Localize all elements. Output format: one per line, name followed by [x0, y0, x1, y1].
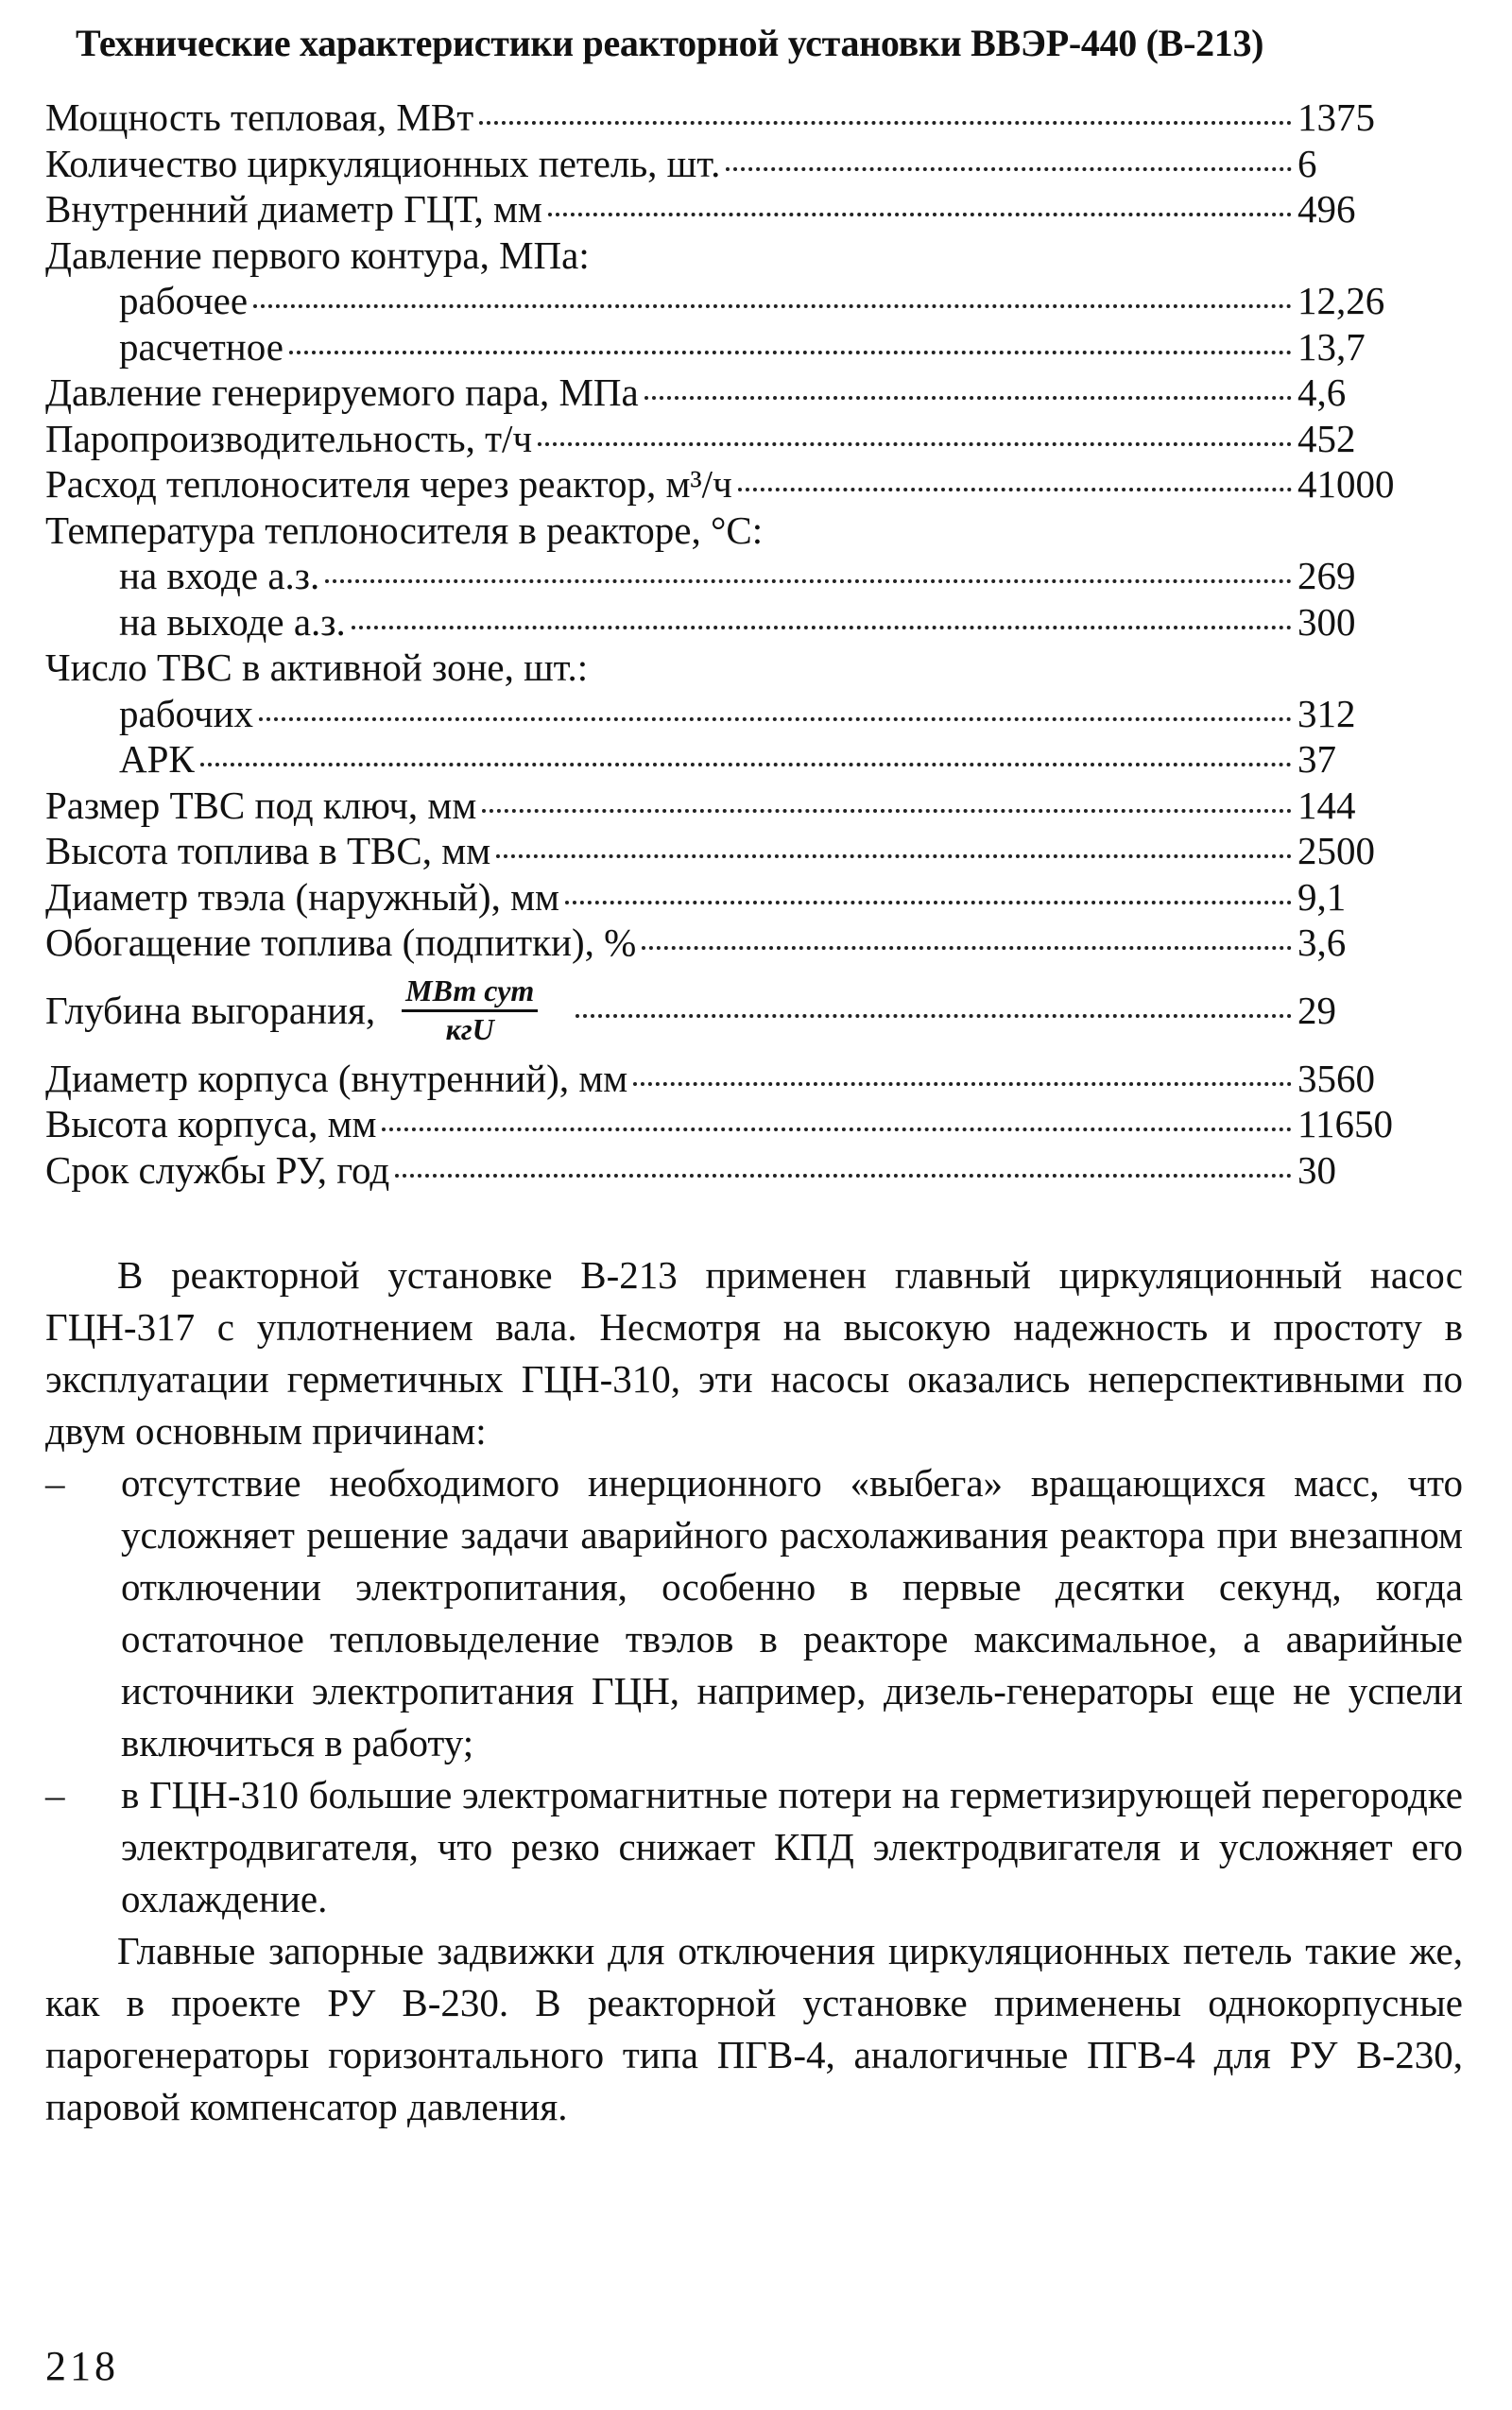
list-item-text: отсутствие необходимого инерционного «выбега» вращающихся масс, что усложняет решение задачи аварийного расхолаживания реактора при внезапном отключении электропитания, особенно в первые десятки секунд, когда остаточное тепловыделение твэлов в реакторе максимальное, а аварийные источники электропитания ГЦН, например, дизель-генераторы еще не успели включиться в работу; [121, 1461, 1463, 1764]
spec-value: 144 [1297, 783, 1356, 827]
spec-label: Размер ТВС под ключ, мм [45, 783, 477, 827]
spec-value: 6 [1297, 141, 1317, 185]
leader-dots [642, 946, 1292, 950]
list-item [45, 1457, 1463, 1769]
spec-label: на входе а.з. [119, 554, 320, 597]
spec-value: 9,1 [1297, 874, 1347, 919]
spec-value: 12,26 [1297, 279, 1385, 322]
page-number: 218 [45, 2343, 119, 2389]
leader-dots [738, 488, 1292, 491]
spec-label: АРК [119, 737, 195, 781]
spec-value: 300 [1297, 599, 1356, 644]
spec-row [45, 828, 1439, 874]
spec-label: рабочее [119, 279, 249, 322]
bullet-dash: – [45, 1773, 65, 1816]
spec-row [45, 1147, 1439, 1194]
spec-value: 1375 [1297, 95, 1375, 139]
spec-label: Число ТВС в активной зоне, шт.: [45, 646, 589, 689]
fraction-numerator: МВт сут [402, 975, 538, 1012]
spec-label: Давление генерируемого пара, МПа [45, 370, 639, 414]
spec-row-burnup [45, 966, 1439, 1056]
spec-value: 3,6 [1297, 921, 1347, 964]
spec-label: на выходе а.з. [119, 599, 346, 644]
spec-label: Температура теплоносителя в реакторе, °С: [45, 508, 764, 552]
list-item [45, 1769, 1463, 1925]
spec-value: 41000 [1297, 462, 1395, 506]
spec-group-heading [45, 232, 1439, 279]
body-text [45, 1249, 1463, 2133]
list-item-text: в ГЦН-310 большие электромагнитные потери на герметизирующей перегородке электродвигателя, что резко снижает КПД электродвигателя и усложняет его охлаждение. [121, 1773, 1463, 1920]
leader-dots [576, 1014, 1292, 1018]
spec-value: 312 [1297, 691, 1356, 735]
spec-row [45, 783, 1439, 829]
leader-dots [496, 854, 1292, 858]
spec-value: 2500 [1297, 829, 1375, 872]
leader-dots [200, 763, 1292, 766]
leader-dots [259, 717, 1292, 721]
spec-row [45, 874, 1439, 921]
spec-label: Срок службы РУ, год [45, 1147, 390, 1192]
spec-label: расчетное [119, 324, 284, 369]
spec-row [45, 736, 1439, 783]
paragraph: В реакторной установке В-213 применен главный циркуляционный насос ГЦН-317 с уплотнением вала. Несмотря на высокую надежность и простоту в эксплуатации герметичных ГЦН-310, эти насосы оказались неперспективными по двум основным причинам: [45, 1253, 1463, 1453]
spec-label: Высота топлива в ТВС, мм [45, 829, 491, 872]
spec-row [45, 278, 1439, 324]
spec-value: 269 [1297, 554, 1356, 597]
leader-dots [548, 213, 1292, 216]
spec-row [45, 186, 1439, 232]
spec-label: Мощность тепловая, МВт [45, 95, 474, 139]
spec-label [45, 975, 538, 1045]
spec-value: 13,7 [1297, 324, 1366, 369]
spec-list [45, 95, 1439, 1193]
spec-value: 37 [1297, 737, 1336, 781]
page-title: Технические характеристики реакторной установки ВВЭР-440 (В-213) [76, 22, 1264, 64]
spec-value: 452 [1297, 416, 1356, 460]
spec-label: Диаметр корпуса (внутренний), мм [45, 1056, 628, 1100]
spec-label: Паропроизводительность, т/ч [45, 416, 533, 460]
spec-label: Количество циркуляционных петель, шт. [45, 141, 721, 185]
paragraph: Главные запорные задвижки для отключения циркуляционных петель такие же, как в проекте РУ В-230. В реакторной установке применены однокорпусные парогенераторы горизонтального типа ПГВ-4, аналогичные ПГВ-4 для РУ В-230, паровой компенсатор давления. [45, 1929, 1463, 2128]
spec-label: Расход теплоносителя через реактор, м³/ч [45, 462, 732, 506]
spec-value: 496 [1297, 187, 1356, 231]
leader-dots [644, 396, 1292, 400]
spec-row [45, 920, 1439, 966]
spec-group-heading [45, 645, 1439, 691]
spec-row [45, 1056, 1439, 1102]
spec-row [45, 95, 1439, 141]
leader-dots [289, 351, 1292, 354]
leader-dots [538, 442, 1292, 446]
leader-dots [726, 167, 1292, 171]
spec-value: 30 [1297, 1147, 1336, 1192]
spec-label: Обогащение топлива (подпитки), % [45, 921, 637, 964]
leader-dots [565, 901, 1292, 904]
spec-label: рабочих [119, 691, 254, 735]
spec-value: 11650 [1297, 1102, 1393, 1145]
spec-row [45, 141, 1439, 187]
spec-label: Высота корпуса, мм [45, 1102, 377, 1145]
leader-dots [395, 1174, 1292, 1178]
spec-row [45, 599, 1439, 646]
leader-dots [382, 1128, 1292, 1131]
spec-value: 3560 [1297, 1056, 1375, 1100]
spec-label: Диаметр твэла (наружный), мм [45, 874, 559, 919]
spec-value: 4,6 [1297, 370, 1347, 414]
burnup-label: Глубина выгорания, [45, 989, 376, 1032]
burnup-unit-fraction [402, 975, 538, 1045]
leader-dots [253, 304, 1292, 308]
spec-row [45, 370, 1439, 416]
leader-dots [479, 121, 1292, 125]
spec-row [45, 324, 1439, 370]
bullet-dash: – [45, 1461, 65, 1505]
leader-dots [482, 809, 1292, 813]
leader-dots [325, 579, 1292, 583]
spec-value: 29 [1297, 989, 1336, 1032]
spec-row [45, 553, 1439, 599]
spec-row [45, 1101, 1439, 1147]
spec-label: Давление первого контура, МПа: [45, 232, 590, 277]
spec-group-heading [45, 508, 1439, 554]
leader-dots [633, 1082, 1292, 1086]
spec-row [45, 416, 1439, 462]
spec-row [45, 691, 1439, 737]
spec-row [45, 461, 1439, 508]
spec-label: Внутренний диаметр ГЦТ, мм [45, 187, 542, 231]
leader-dots [352, 626, 1292, 629]
fraction-denominator: кгU [445, 1011, 494, 1046]
